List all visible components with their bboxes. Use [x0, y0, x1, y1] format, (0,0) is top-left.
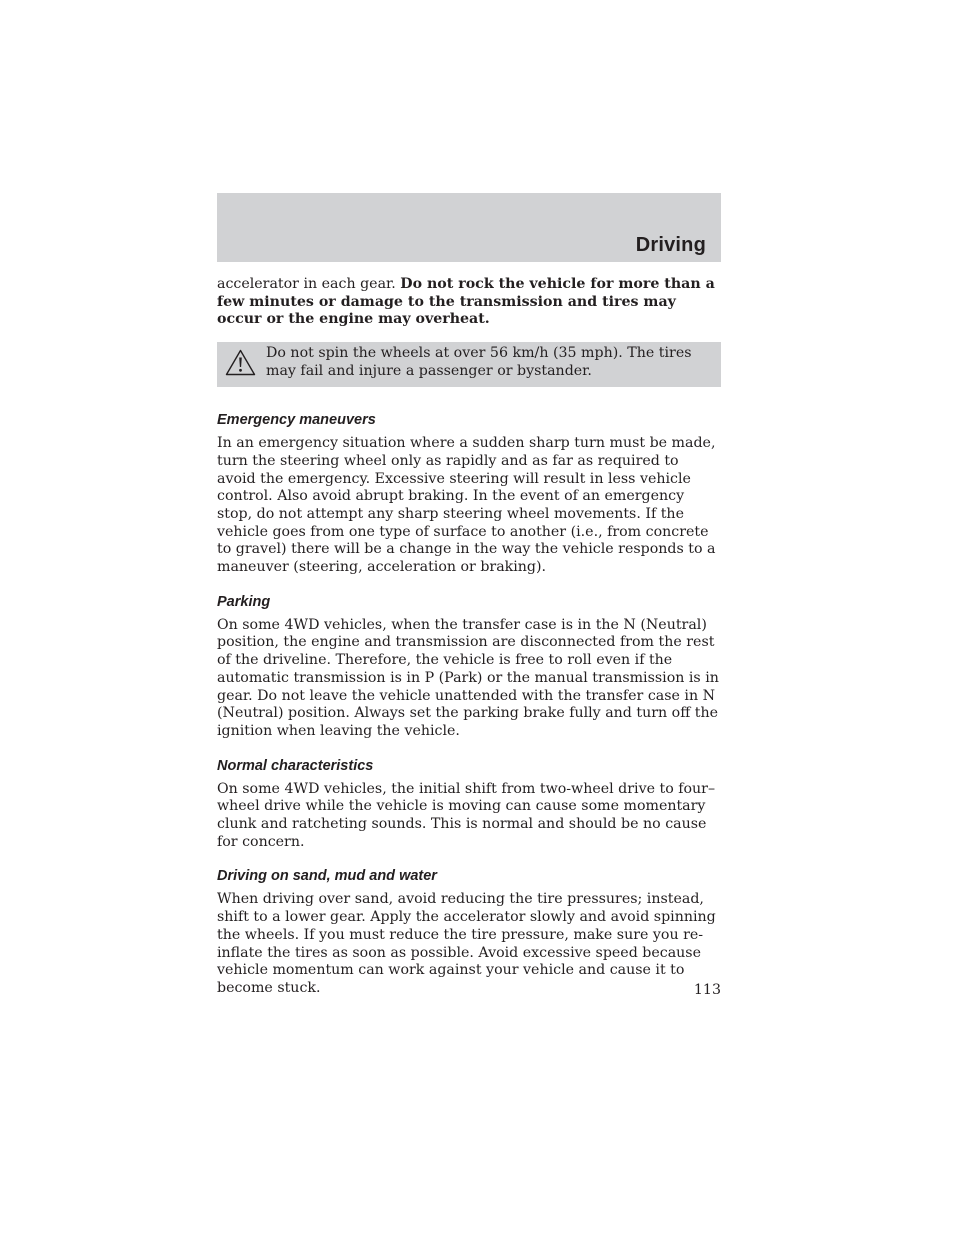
section-heading-parking: Parking — [217, 593, 271, 610]
warning-text: Do not spin the wheels at over 56 km/h (35 mph). The tires may fail and injure a passenger or bystander. — [266, 345, 692, 379]
page-number: 113 — [693, 982, 721, 998]
section-body-parking: On some 4WD vehicles, when the transfer case is in the N (Neutral) position, the engine and transmission are disconnected from the rest of the driveline. Therefore, the vehicle is free to roll even if the automatic transmission is in P (Park) or the manual transmission is in gear. Do not leave the vehicle unattended with the transfer case in N (Neutral) position. Always set the parking brake fully and turn off the ignition when leaving the vehicle. — [217, 616, 719, 739]
warning-box — [217, 342, 721, 387]
chapter-header — [217, 193, 721, 262]
section-body-normal-characteristics: On some 4WD vehicles, the initial shift from two-wheel drive to four–wheel drive while the vehicle is moving can cause some momentary clunk and ratcheting sounds. This is normal and should be no cause for concern. — [217, 780, 716, 850]
intro-normal-text: accelerator in each gear. — [217, 276, 401, 292]
warning-triangle-icon — [225, 349, 256, 376]
section-heading-driving-on-sand: Driving on sand, mud and water — [217, 868, 437, 885]
section-heading-normal-characteristics: Normal characteristics — [217, 757, 374, 774]
section-body-driving-on-sand: When driving over sand, avoid reducing the tire pressures; instead, shift to a lower gear. Apply the accelerator slowly and avoid spinning the wheels. If you must reduce the tire pressure, make sure you re-inflate the tires as soon as possible. Avoid excessive speed because vehicle momentum can work against your vehicle and cause it to become stuck. — [217, 891, 716, 996]
page-content — [217, 276, 721, 1014]
intro-paragraph — [217, 276, 721, 329]
chapter-title: Driving — [635, 234, 706, 256]
section-heading-emergency-maneuvers: Emergency maneuvers — [217, 412, 376, 429]
intro-bold-text: Do not rock the vehicle for more than a few minutes or damage to the transmission and tires may occur or the engine may overheat. — [217, 276, 715, 328]
section-body-emergency-maneuvers: In an emergency situation where a sudden sharp turn must be made, turn the steering wheel only as rapidly and as far as required to avoid the emergency. Excessive steering will result in less vehicle control. Also avoid abrupt braking. In the event of an emergency stop, do not attempt any sharp steering wheel movements. If the vehicle goes from one type of surface to another (i.e., from concrete to gravel) there will be a change in the way the vehicle responds to a maneuver (steering, acceleration or braking). — [217, 435, 716, 576]
